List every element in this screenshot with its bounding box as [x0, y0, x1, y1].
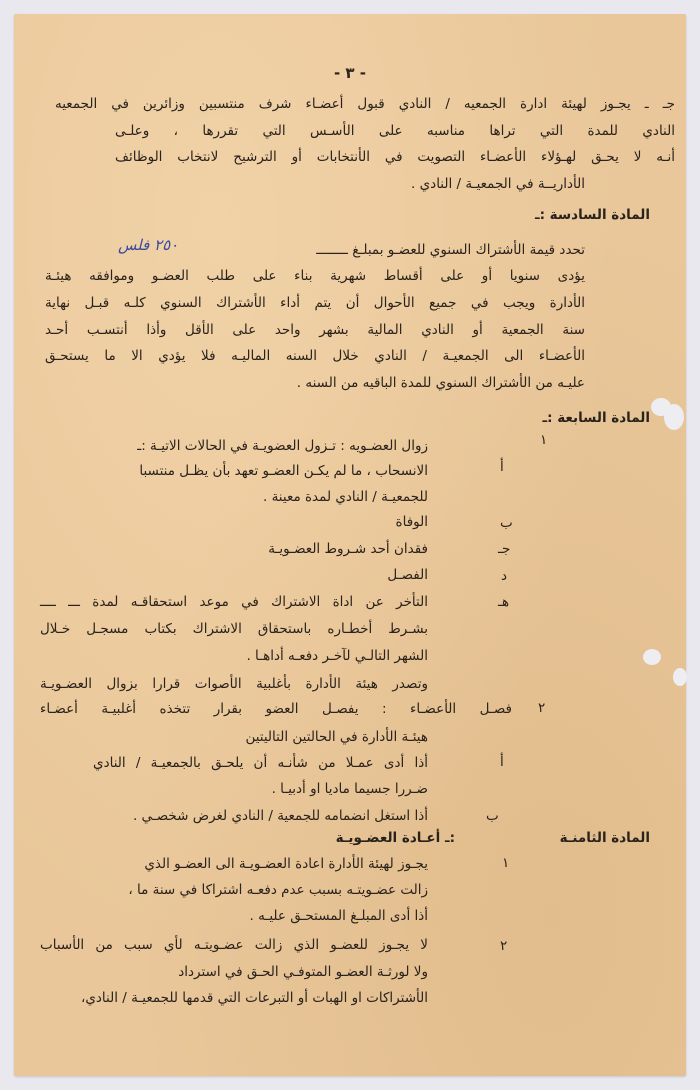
article-6-heading: المادة السادسة :ـ — [534, 207, 650, 223]
article-8-line: ولا لورثـة العضـو المتوفـي الحـق في استرداد — [178, 964, 428, 980]
article-7-item-1-closing: وتصدر هيئة الأدارة بأغلبية الأصوات قرارا بزوال العضـويـة — [40, 676, 428, 692]
article-7-item-1-title: زوال العضـويه : تـزول العضويـة في الحالات الاتيـة :ـ — [137, 438, 428, 454]
clause-j-line: أنـه لا يحـق لهـؤلاء الأعضـاء التصويت في الأنتخابات أو الترشيح لانتخاب الوظائف — [115, 149, 675, 165]
article-8-line: الأشتراكات او الهبات أو التبرعات التي قدمها للجمعيـة / النادي، — [80, 990, 428, 1006]
subitem-letter: أ — [500, 754, 504, 770]
page-number: - ٣ - — [333, 64, 367, 82]
subitem-letter: د — [501, 568, 508, 584]
subitem-line: أذا أدى عمـلا من شأنـه أن يلحـق بالجمعيـة / النادي — [93, 755, 428, 771]
subitem-letter: جـ — [498, 541, 511, 557]
subitem-line: بشـرط أخطـاره باستحقاق الاشتراك بكتاب مسجـل خـلال — [40, 621, 428, 637]
item-number: ٢ — [500, 938, 508, 954]
subitem-line: الفصـل — [387, 567, 428, 583]
subitem-letter: ب — [486, 808, 499, 824]
article-6-line: عليـه من الأشتراك السنوي للمدة الباقيه من السنه . — [296, 375, 585, 391]
punch-hole — [673, 668, 687, 686]
punch-hole — [643, 649, 661, 665]
subitem-line: التأخر عن اداة الاشتراك في موعد استحقاقـه لمدة ـــ ــــ — [40, 594, 428, 610]
article-8-line: لا يجـوز للعضـو الذي زالت عضـويتـه لأي سبب من الأسباب — [40, 937, 428, 953]
item-number: ١ — [540, 432, 548, 448]
article-8-line: يجـوز لهيئة الأدارة اعادة العضـويـة الى العضـو الذي — [144, 856, 428, 872]
article-7-item-2-line: فصـل الأعضـاء : يفصـل العضو بقرار تتخذه أغلبيـة أعضـاء — [40, 701, 512, 717]
article-7-item-2-line: هيئـة الأدارة في الحالتين التاليتين — [245, 729, 428, 745]
subitem-letter: هـ — [498, 594, 510, 610]
article-6-line: يؤدى سنويا أو على أقساط شهرية بناء على طلب العضـو وموافقه هيئـة — [45, 268, 585, 284]
article-8-line: أذا أدى المبلـغ المستحـق عليـه . — [249, 908, 428, 924]
clause-j-line: جـ ـ يجـوز لهيئة ادارة الجمعيه / النادي قبول أعضـاء شرف منتسبين وزائرين في الجمعيه — [55, 96, 675, 112]
punch-hole — [664, 404, 684, 430]
subitem-line: الشهر التالـي لآخـر دفعـه أداهـا . — [246, 648, 428, 664]
subitem-letter: أ — [500, 459, 504, 475]
item-number: ١ — [502, 855, 510, 871]
article-8-line: زالت عضـويتـه بسبب عدم دفعـه اشتراكا في سنة ما ، — [128, 882, 428, 898]
article-8-title: :ـ أعـادة العضـويـة — [335, 830, 455, 846]
subitem-line: فقدان أحد شـروط العضـويـة — [268, 541, 428, 557]
subitem-line: أذا استغل انضمامه للجمعية / النادي لغرض شخصـي . — [132, 808, 428, 824]
subitem-line: الانسحاب ، ما لم يكـن العضـو تعهد بأن يظـل منتسبا — [139, 463, 428, 479]
subitem-letter: ب — [500, 515, 513, 531]
article-6-line: تحدد قيمة الأشتراك السنوي للعضـو بمبلـغ ــــــــ — [316, 242, 585, 258]
item-number: ٢ — [538, 700, 546, 716]
article-8-heading: المادة الثامنـة — [559, 830, 650, 846]
article-6-line: الأدارة ويجب في جميع الأحوال أن يتم أداء الأشتراك السنوي كلـه قبـل نهاية — [45, 295, 585, 311]
subitem-line: ضـررا جسيما ماديا او أدبيـا . — [271, 781, 428, 797]
handwritten-amount: ٢٥٠ فلس — [118, 236, 179, 254]
article-6-line: الأعضـاء الى الجمعيـة / النادي خلال السنه الماليـه فلا يؤدي الا ما يستحـق — [45, 348, 585, 364]
clause-j-line: الأداريــة في الجمعيـة / النادي . — [411, 176, 585, 192]
article-7-heading: المادة السابعة :ـ — [542, 410, 650, 426]
subitem-line: للجمعيـة / النادي لمدة معينة . — [262, 489, 428, 505]
clause-j-line: النادي للمدة التي تراها مناسبه على الأسـس التي تقررها ، وعلـى — [115, 123, 675, 139]
subitem-line: الوفاة — [395, 514, 428, 530]
article-6-line: سنة الجمعية أو النادي المالية بشهر واحد على الأقل وأذا أنتسـب أحـد — [45, 322, 585, 338]
